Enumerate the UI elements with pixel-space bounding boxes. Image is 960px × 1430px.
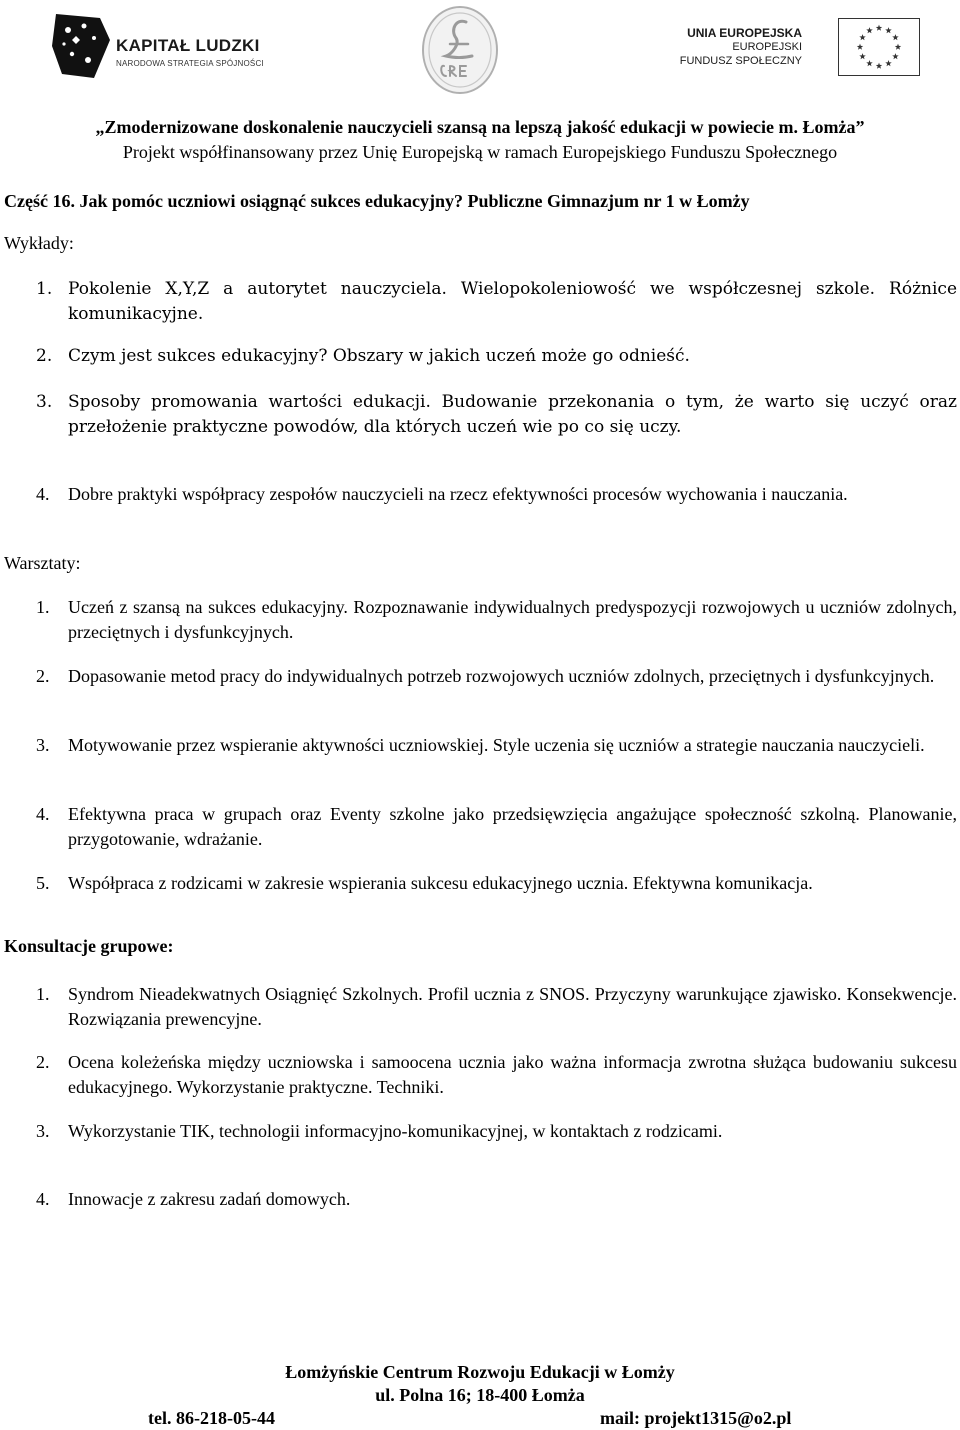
consultation-text: Ocena koleżeńska między uczniowska i samoocena ucznia jako ważna informacja zwrotna służąca budowaniu sukcesu edukacyjnego. Wykorzystanie praktyczne. Techniki. [68,1052,957,1097]
footer-phone: tel. 86-218-05-44 [148,1408,275,1428]
lcre-seal-logo-icon [420,4,500,96]
lecture-text: Czym jest sukces edukacyjny? Obszary w jakich uczeń może go odnieść. [68,346,690,366]
lecture-number: 2. [36,346,53,366]
consultation-number: 3. [36,1121,50,1141]
part-title: Część 16. Jak pomóc uczniowi osiągnąć sukces edukacyjny? Publiczne Gimnazjum nr 1 w Łomży [4,191,750,211]
kapital-ludzki-logo-icon [50,10,112,82]
consultation-number: 4. [36,1189,50,1209]
lecture-text: Sposoby promowania wartości edukacji. Budowanie przekonania o tym, że warto się uczyć oraz przełożenie praktyczne powodów, dla których uczeń wie po co się uczy. [68,392,957,437]
workshop-text: Dopasowanie metod pracy do indywidualnych potrzeb rozwojowych uczniów zdolnych, przeciętnych i dysfunkcyjnych. [68,666,935,686]
lcre-logo [420,4,500,96]
footer-center-name: Łomżyńskie Centrum Rozwoju Edukacji w Łomży [285,1362,675,1382]
consultation-text: Syndrom Nieadekwatnych Osiągnięć Szkolnych. Profil ucznia z SNOS. Przyczyny warunkujące zjawisko. Konsekwencje. Rozwiązania prewencyjne. [68,984,957,1029]
cofinancing-note: Projekt współfinansowany przez Unię Europejską w ramach Europejskiego Funduszu Społecznego [122,142,838,162]
project-title: „Zmodernizowane doskonalenie nauczycieli szansą na lepszą jakość edukacji w powiecie m. Łomża” [95,117,865,137]
workshop-number: 1. [36,597,50,617]
workshop-number: 4. [36,804,50,824]
eu-line-1: UNIA EUROPEJSKA [687,26,802,40]
lecture-text: Pokolenie X,Y,Z a autorytet nauczyciela. Wielopokoleniowość we współczesnej szkole. Różnice komunikacyjne. [68,279,957,324]
workshop-text: Współpraca z rodzicami w zakresie wspierania sukcesu edukacyjnego ucznia. Efektywna komunikacja. [68,873,813,893]
eu-flag-icon [838,18,920,76]
kapital-ludzki-name: KAPITAŁ LUDZKI [116,36,260,55]
consultation-number: 1. [36,984,50,1004]
workshop-number: 2. [36,666,50,686]
eu-line-2: EUROPEJSKI [732,41,802,53]
workshops-heading: Warsztaty: [4,553,81,573]
footer-email: mail: projekt1315@o2.pl [600,1408,792,1428]
workshop-text: Motywowanie przez wspieranie aktywności uczniowskiej. Style uczenia się uczniów a strategie nauczania nauczycieli. [68,735,925,755]
lectures-heading: Wykłady: [4,233,74,253]
workshop-text: Efektywna praca w grupach oraz Eventy szkolne jako przedsięwzięcia angażujące społeczność szkolną. Planowanie, przygotowanie, wdrażanie. [68,804,957,849]
workshop-text: Uczeń z szansą na sukces edukacyjny. Rozpoznawanie indywidualnych predyspozycji rozwojowych u uczniów zdolnych, przeciętnych i dysfunkcyjnych. [68,597,957,642]
kapital-ludzki-logo [50,10,310,85]
consultation-number: 2. [36,1052,50,1072]
logo-bar [0,0,960,110]
kapital-ludzki-subtitle: NARODOWA STRATEGIA SPÓJNOŚCI [116,59,264,68]
consultation-text: Innowacje z zakresu zadań domowych. [68,1189,351,1209]
lecture-text: Dobre praktyki współpracy zespołów nauczycieli na rzecz efektywności procesów wychowania i nauczania. [68,484,848,504]
footer-address: ul. Polna 16; 18-400 Łomża [375,1385,585,1405]
eu-logo [679,12,930,82]
lecture-number: 1. [36,279,53,299]
consultation-text: Wykorzystanie TIK, technologii informacyjno-komunikacyjnej, w kontaktach z rodzicami. [68,1121,723,1141]
workshop-number: 5. [36,873,50,893]
eu-line-3: FUNDUSZ SPOŁECZNY [679,55,802,67]
lecture-number: 3. [36,392,53,412]
workshop-number: 3. [36,735,50,755]
consultations-heading: Konsultacje grupowe: [4,936,174,956]
lecture-number: 4. [36,484,50,504]
